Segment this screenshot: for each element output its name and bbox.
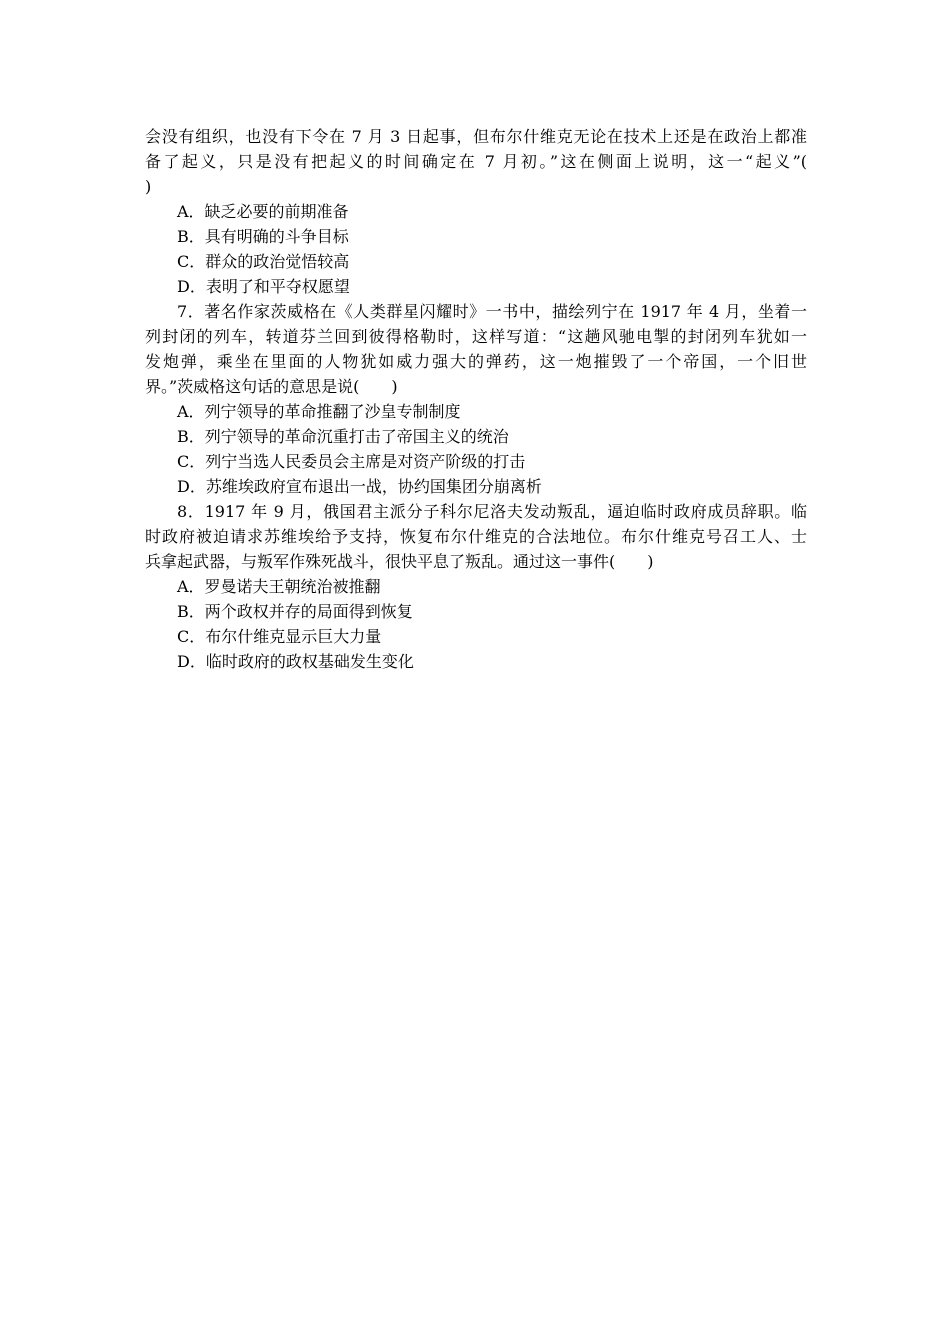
question-7-stem-line: 列封闭的列车，转道芬兰回到彼得格勒时，这样写道：“这趟风驰电掣的封闭列车犹如一 xyxy=(145,327,807,346)
question-7-option-d: D．苏维埃政府宣布退出一战，协约国集团分崩离析 xyxy=(177,477,542,496)
question-6-stem-line: 会没有组织，也没有下令在 7 月 3 日起事，但布尔什维克无论在技术上还是在政治上都准 xyxy=(145,127,807,146)
question-6-option-a: A．缺乏必要的前期准备 xyxy=(177,202,349,221)
question-8 xyxy=(145,499,807,674)
question-8-option-b: B．两个政权并存的局面得到恢复 xyxy=(177,602,413,621)
question-7-option-a: A．列宁领导的革命推翻了沙皇专制制度 xyxy=(177,402,461,421)
question-6-stem-line: ) xyxy=(145,177,152,196)
question-7-stem-line: 界。”茨威格这句话的意思是说( ) xyxy=(145,377,398,396)
question-8-option-c: C．布尔什维克显示巨大力量 xyxy=(177,627,382,646)
question-7-option-c: C．列宁当选人民委员会主席是对资产阶级的打击 xyxy=(177,452,526,471)
question-6-option-c: C．群众的政治觉悟较高 xyxy=(177,252,350,271)
question-8-stem-line: 兵拿起武器，与叛军作殊死战斗，很快平息了叛乱。通过这一事件( ) xyxy=(145,552,654,571)
question-6-option-d: D．表明了和平夺权愿望 xyxy=(177,277,350,296)
question-6 xyxy=(145,124,807,299)
question-6-option-b: B．具有明确的斗争目标 xyxy=(177,227,349,246)
question-7 xyxy=(145,299,807,499)
question-7-stem-line: 7．著名作家茨威格在《人类群星闪耀时》一书中，描绘列宁在 1917 年 4 月，坐着一 xyxy=(177,302,807,321)
question-text-block xyxy=(145,124,807,674)
question-8-stem-line: 时政府被迫请求苏维埃给予支持，恢复布尔什维克的合法地位。布尔什维克号召工人、士 xyxy=(145,527,807,546)
question-8-option-a: A．罗曼诺夫王朝统治被推翻 xyxy=(177,577,381,596)
question-7-stem-line: 发炮弹，乘坐在里面的人物犹如威力强大的弹药，这一炮摧毁了一个帝国，一个旧世 xyxy=(145,352,807,371)
question-8-stem-line: 8．1917 年 9 月，俄国君主派分子科尔尼洛夫发动叛乱，逼迫临时政府成员辞职。临 xyxy=(177,502,807,521)
question-6-stem-line: 备了起义，只是没有把起义的时间确定在 7 月初。”这在侧面上说明，这一“起义”( xyxy=(145,152,807,171)
question-7-option-b: B．列宁领导的革命沉重打击了帝国主义的统治 xyxy=(177,427,509,446)
question-8-option-d: D．临时政府的政权基础发生变化 xyxy=(177,652,414,671)
